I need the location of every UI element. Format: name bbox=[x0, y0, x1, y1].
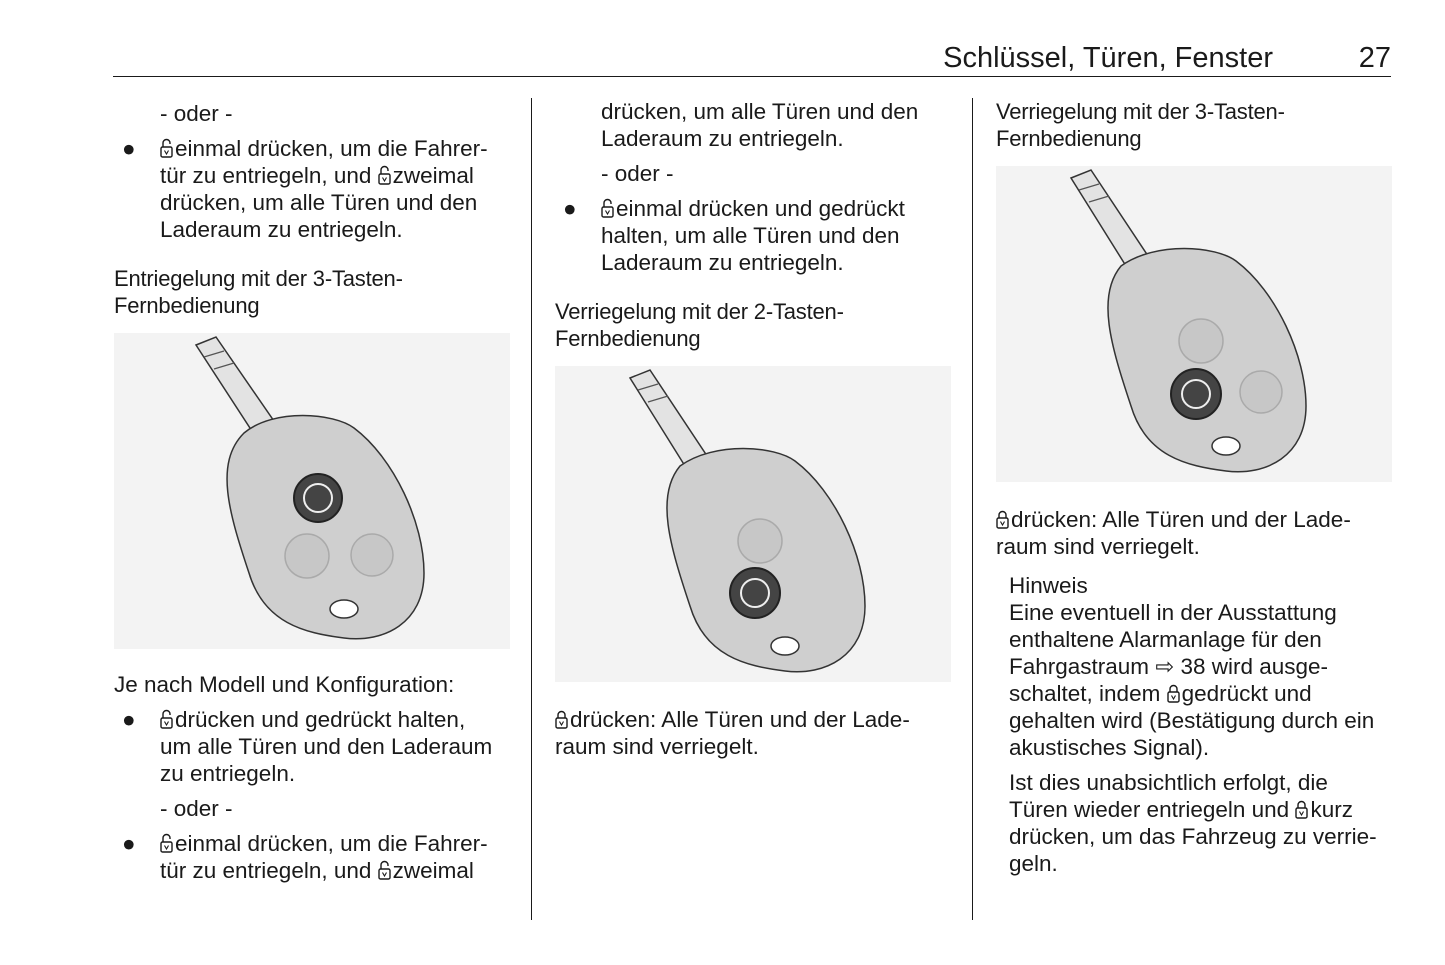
intro-text: Je nach Modell und Konfiguration: bbox=[114, 672, 455, 697]
text: einmal drücken und gedrückt bbox=[616, 196, 905, 221]
text: kurz bbox=[1310, 797, 1353, 822]
lock-icon bbox=[555, 709, 568, 729]
figure-caption bbox=[996, 506, 1396, 560]
note-box bbox=[996, 572, 1396, 877]
unlock-icon bbox=[378, 165, 391, 185]
unlock-icon bbox=[160, 709, 173, 729]
column-divider-2 bbox=[972, 98, 973, 920]
text: geln. bbox=[1009, 851, 1058, 876]
text: zweimal bbox=[392, 163, 474, 188]
text: drücken, um das Fahrzeug zu verrie- bbox=[1009, 824, 1377, 849]
oder-separator: - oder - bbox=[160, 796, 233, 821]
section-heading: Verriegelung mit der 2-Tasten- Fernbedienung bbox=[555, 299, 844, 351]
text: gedrückt und bbox=[1181, 681, 1312, 706]
column-3 bbox=[996, 98, 1396, 877]
figure-caption bbox=[555, 706, 955, 760]
text: Laderaum zu entriegeln. bbox=[601, 250, 844, 275]
text: Eine eventuell in der Ausstattung bbox=[1009, 600, 1337, 625]
bullet-dot: ● bbox=[122, 707, 136, 732]
text: drücken: Alle Türen und der Lade- bbox=[570, 707, 910, 732]
page-header bbox=[113, 40, 1391, 77]
bullet-dot: ● bbox=[122, 136, 136, 161]
page-number: 27 bbox=[1358, 42, 1391, 74]
oder-separator: - oder - bbox=[160, 101, 233, 126]
bullet-dot: ● bbox=[563, 196, 577, 221]
list-item bbox=[114, 706, 514, 787]
text: einmal drücken, um die Fahrer- bbox=[175, 136, 488, 161]
unlock-icon bbox=[160, 138, 173, 158]
text: tür zu entriegeln, und bbox=[160, 858, 372, 883]
text: drücken und gedrückt halten, bbox=[175, 707, 466, 732]
list-item bbox=[555, 195, 955, 276]
section-heading: Entriegelung mit der 3-Tasten- Fernbedienung bbox=[114, 266, 403, 318]
text: halten, um alle Türen und den bbox=[601, 223, 900, 248]
text: drücken, um alle Türen und den bbox=[160, 190, 478, 215]
lock-icon bbox=[1295, 799, 1308, 819]
lock-icon bbox=[996, 509, 1009, 529]
lock-icon bbox=[1167, 683, 1180, 703]
text: Türen wieder entriegeln und bbox=[1009, 797, 1290, 822]
unlock-icon bbox=[601, 198, 614, 218]
text: raum sind verriegelt. bbox=[996, 534, 1200, 559]
text: raum sind verriegelt. bbox=[555, 734, 759, 759]
text: schaltet, indem bbox=[1009, 681, 1161, 706]
text: gehalten wird (Bestätigung durch ein bbox=[1009, 708, 1375, 733]
unlock-icon bbox=[378, 860, 391, 880]
page-title: Schlüssel, Türen, Fenster bbox=[943, 42, 1273, 74]
text: Laderaum zu entriegeln. bbox=[160, 217, 403, 242]
unlock-icon bbox=[160, 833, 173, 853]
list-item bbox=[114, 135, 514, 243]
section-heading: Verriegelung mit der 3-Tasten- Fernbedienung bbox=[996, 99, 1285, 151]
column-divider-1 bbox=[531, 98, 532, 920]
text: wird ausge- bbox=[1211, 654, 1329, 679]
text: drücken: Alle Türen und der Lade- bbox=[1011, 507, 1351, 532]
column-1 bbox=[114, 98, 514, 884]
text: drücken, um alle Türen und den bbox=[601, 99, 919, 124]
key-fob-2-button-lock-illustration bbox=[555, 366, 951, 682]
text: einmal drücken, um die Fahrer- bbox=[175, 831, 488, 856]
oder-separator: - oder - bbox=[601, 161, 674, 186]
page-reference-arrow-icon: ⇨ bbox=[1155, 654, 1175, 679]
text: Ist dies unabsichtlich erfolgt, die bbox=[1009, 770, 1328, 795]
column-2 bbox=[555, 98, 955, 760]
text: Laderaum zu entriegeln. bbox=[601, 126, 844, 151]
key-fob-3-button-lock-illustration bbox=[996, 166, 1392, 482]
page-reference[interactable]: 38 bbox=[1180, 654, 1206, 679]
bullet-dot: ● bbox=[122, 831, 136, 856]
text: enthaltene Alarmanlage für den bbox=[1009, 627, 1322, 652]
text: zweimal bbox=[392, 858, 474, 883]
note-title: Hinweis bbox=[1009, 573, 1088, 598]
text: zu entriegeln. bbox=[160, 761, 296, 786]
list-item bbox=[114, 830, 514, 884]
text: akustisches Signal). bbox=[1009, 735, 1210, 760]
text: tür zu entriegeln, und bbox=[160, 163, 372, 188]
text: Fahrgastraum bbox=[1009, 654, 1150, 679]
text: um alle Türen und den Laderaum bbox=[160, 734, 493, 759]
key-fob-3-button-unlock-illustration bbox=[114, 333, 510, 649]
